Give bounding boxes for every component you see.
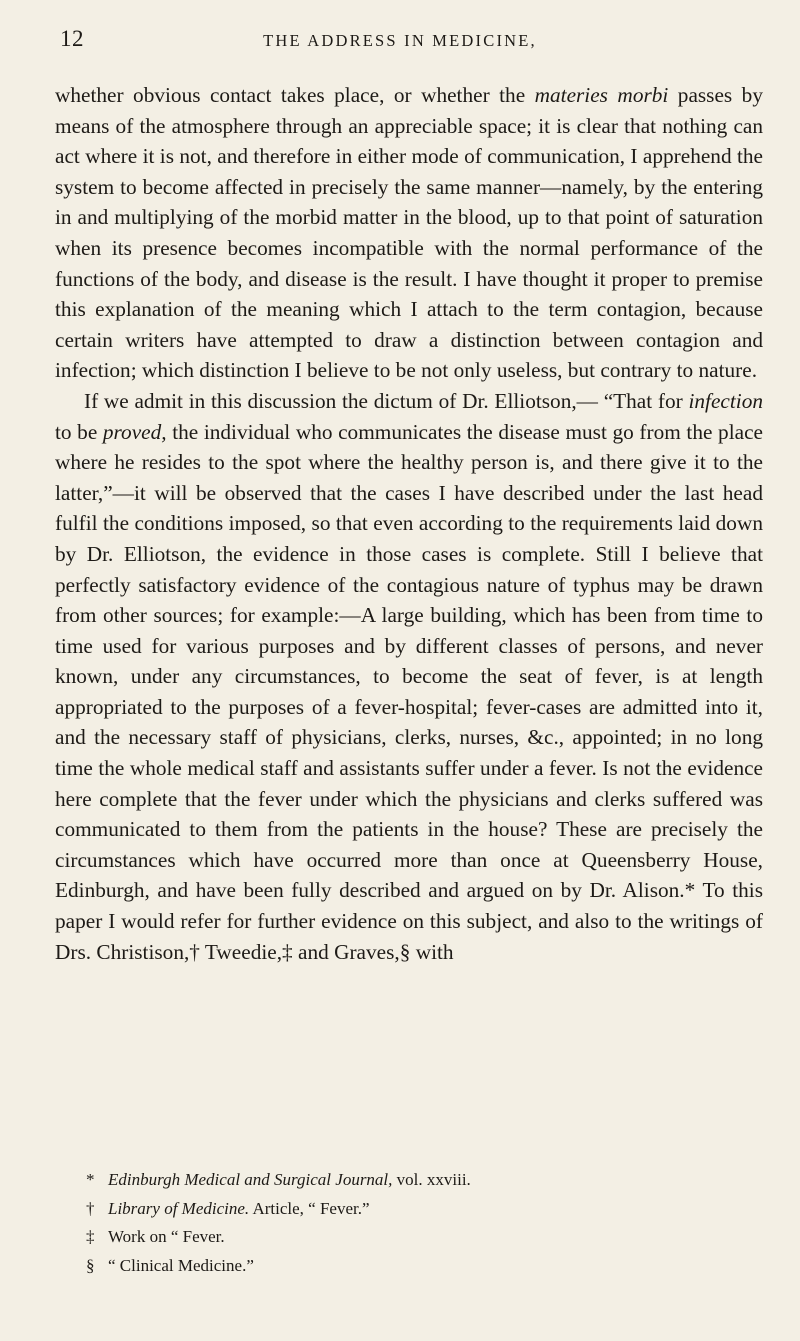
italic-text: materies morbi [534, 83, 669, 107]
paragraph [55, 80, 763, 386]
footnote-mark: * [86, 1170, 95, 1189]
italic-text: Edinburgh Medical and Surgical Journal, [108, 1170, 393, 1189]
italic-text: infection [688, 388, 763, 413]
text-run: “ Clinical Medicine.” [108, 1255, 254, 1275]
text-run: the individual who communicates the disease must go from the place where he resides to the spot where the healthy person is, and there give it to the latter,”—it will be observed that the cases I have described under the last head fulfil the conditions imposed, so that even according to the requirements laid down by Dr. Elliotson, the evidence in those cases is complete. Still I believe that perfectly satisfactory evidence of the contagious nature of typhus may be drawn from other sources; for example:—A large building, which has been from time to time used for various purposes and by different classes of persons, and never known, under any circumstances, to become the seat of fever, is at length appropriated to the purposes of a fever-hospital; fever-cases are admitted into it, and the necessary staff of physicians, clerks, nurses, &c., appointed; in no long time the whole medical staff and assistants suffer under a fever. Is not the evidence here complete that the fever under which the physicians and clerks suffered was communicated to them from the patients in the house? These are precisely the circumstances which have occurred more than once at Queensberry House, Edinburgh, and have been fully described and argued on by Dr. Alison.* To this paper I would refer for further evidence on this subject, and also to the writings of Drs. Christison,† Tweedie,‡ and Graves,§ with [55, 419, 763, 964]
text-run: Article, “ Fever.” [249, 1198, 370, 1218]
footnote-mark: ‡ [86, 1227, 95, 1246]
running-head: THE ADDRESS IN MEDICINE, [263, 31, 537, 50]
text-run: vol. xxviii. [392, 1170, 471, 1189]
footnote-mark: § [86, 1255, 95, 1275]
text-run: If we admit in this discussion the dictum of Dr. Elliotson,— “That for [84, 388, 689, 413]
text-run: whether obvious contact takes place, or whether the [55, 83, 535, 107]
footnote-mark: † [86, 1198, 95, 1218]
text-run: passes by means of the atmosphere through an appreciable space; it is clear that nothing can act where it is not, and therefore in either mode of communication, I apprehend the system to become affected in precisely the same manner—namely, by the entering in and multiplying of the morbid matter in the blood, up to that point of saturation when its presence becomes incompatible with the normal performance of the functions of the body, and disease is the result. I have thought it proper to premise this explanation of the meaning which I attach to the term contagion, because certain writers have attempted to draw a distinction between contagion and infection; which distinction I believe to be not only useless, but contrary to nature. [55, 83, 763, 383]
text-run: to be [55, 419, 103, 444]
footnote [86, 1166, 766, 1195]
footnote [86, 1195, 766, 1224]
paragraph [55, 386, 763, 967]
body-text [55, 80, 763, 967]
text-run: Work on “ Fever. [108, 1227, 225, 1246]
page-number: 12 [60, 26, 84, 51]
footnote [86, 1252, 766, 1281]
italic-text: proved, [102, 419, 167, 444]
italic-text: Library of Medicine. [108, 1198, 250, 1218]
footnotes [86, 1166, 766, 1280]
footnote [86, 1223, 766, 1252]
